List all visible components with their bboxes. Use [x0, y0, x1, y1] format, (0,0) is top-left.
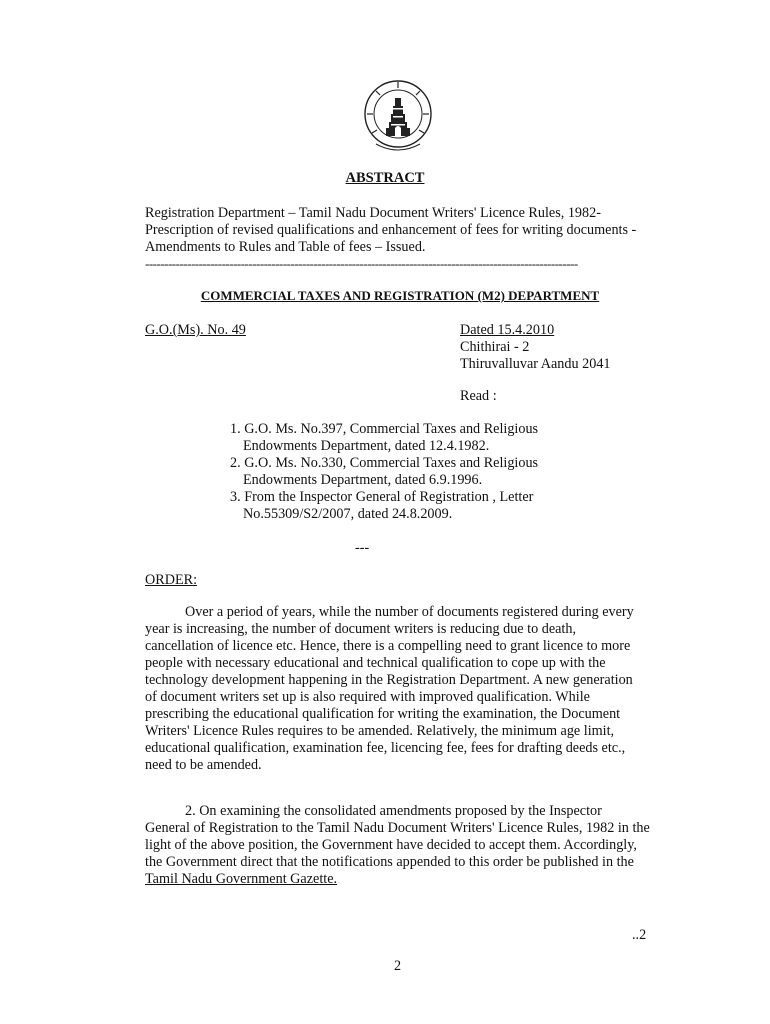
- page-number: 2: [393, 958, 402, 974]
- separator-line: -----------------------------------------------------------------------------------------------------------------: [145, 256, 578, 268]
- paragraph-line: the Government direct that the notifications appended to this order be published in the: [145, 854, 634, 870]
- tamil-month: Chithirai - 2: [460, 339, 530, 355]
- reference-text: G.O. Ms. No.330, Commercial Taxes and Religious: [244, 455, 539, 471]
- references-list: [230, 421, 538, 523]
- tamil-year: Thiruvalluvar Aandu 2041: [460, 356, 611, 372]
- paragraph-line: need to be amended.: [145, 757, 262, 773]
- paragraph-line: light of the above position, the Government have decided to accept them. Accordingly,: [145, 837, 637, 853]
- order-label: ORDER:: [145, 572, 198, 588]
- reference-text: G.O. Ms. No.397, Commercial Taxes and Religious: [244, 421, 539, 437]
- paragraph-line: educational qualification, examination fee, licencing fee, fees for drafting deeds etc.,: [145, 740, 626, 756]
- paragraph-line: cancellation of licence etc. Hence, there is a compelling need to grant licence to more: [145, 638, 631, 654]
- paragraph-line: technology development happening in the Registration Department. A new generation: [145, 672, 633, 688]
- reference-text: Endowments Department, dated 6.9.1996.: [243, 472, 483, 488]
- dated: Dated 15.4.2010: [460, 322, 555, 338]
- subject: [145, 205, 655, 256]
- reference-text: From the Inspector General of Registration , Letter: [244, 489, 534, 505]
- paragraph-1: [145, 604, 652, 774]
- paragraph-line: people with necessary educational and technical qualification to cope up with the: [145, 655, 606, 671]
- section-separator: ---: [355, 540, 370, 556]
- go-number: G.O.(Ms). No. 49: [145, 322, 246, 338]
- read-label: Read :: [460, 388, 497, 404]
- gazette-reference: Tamil Nadu Government Gazette.: [145, 871, 338, 887]
- paragraph-line: General of Registration to the Tamil Nadu Document Writers' Licence Rules, 1982 in the: [145, 820, 650, 836]
- government-emblem: [362, 78, 434, 160]
- paragraph-line: prescribing the educational qualification for writing the examination, the Document: [145, 706, 621, 722]
- paragraph-2: [145, 803, 652, 888]
- abstract-title: ABSTRACT: [345, 170, 425, 186]
- reference-item: [230, 489, 538, 506]
- department-heading: COMMERCIAL TAXES AND REGISTRATION (M2) DEPARTMENT: [200, 288, 600, 303]
- reference-number: 2.: [230, 455, 241, 471]
- paragraph-line: year is increasing, the number of document writers is reducing due to death,: [145, 621, 577, 637]
- date-block: [460, 322, 611, 373]
- reference-number: 3.: [230, 489, 241, 505]
- reference-text: Endowments Department, dated 12.4.1982.: [243, 438, 490, 454]
- paragraph-line: of document writers set up is also required with improved qualification. While: [145, 689, 590, 705]
- subject-line: Prescription of revised qualifications and enhancement of fees for writing documents -: [145, 222, 637, 238]
- subject-line: Amendments to Rules and Table of fees – Issued.: [145, 239, 426, 255]
- reference-number: 1.: [230, 421, 241, 437]
- subject-line: Registration Department – Tamil Nadu Document Writers' Licence Rules, 1982-: [145, 205, 601, 221]
- paragraph-line: Writers' Licence Rules requires to be amended. Relatively, the minimum age limit,: [145, 723, 615, 739]
- page-continuation: ..2: [632, 927, 647, 943]
- paragraph-line: Over a period of years, while the number of documents registered during every: [185, 604, 634, 620]
- reference-text: No.55309/S2/2007, dated 24.8.2009.: [243, 506, 453, 522]
- paragraph-line: 2. On examining the consolidated amendments proposed by the Inspector: [185, 803, 602, 819]
- reference-item: [230, 455, 538, 472]
- reference-item: [230, 421, 538, 438]
